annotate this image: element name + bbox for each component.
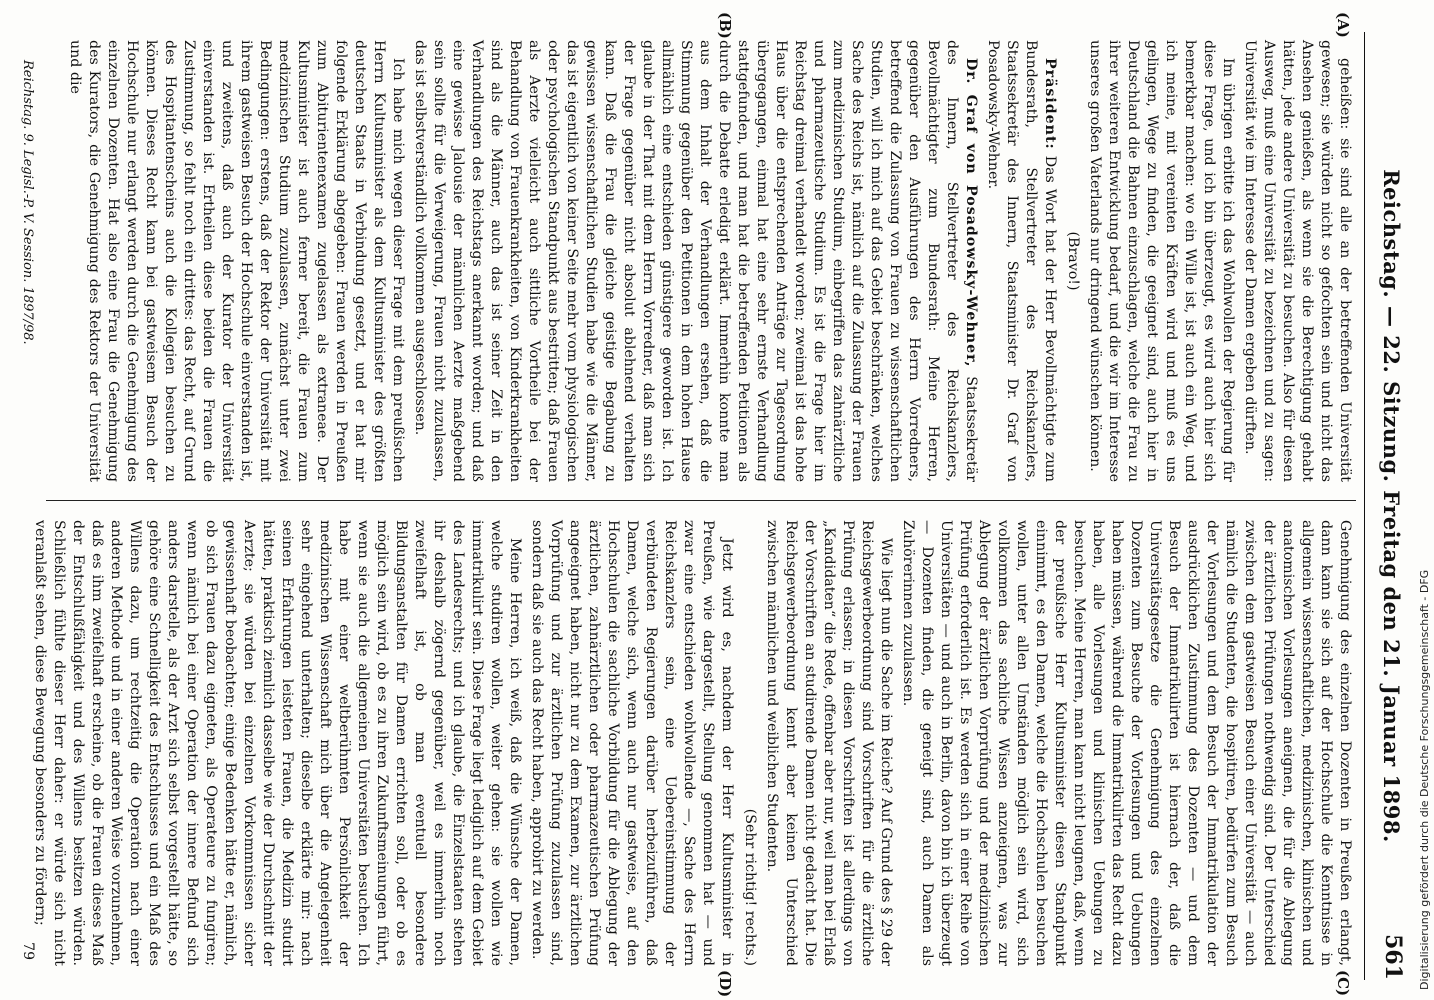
right-column: [32, 520, 1354, 966]
paragraph: Wie liegt nun die Sache im Reiche? Auf Grund des § 29 der Reichsgewerbeordnung sind Vorschriften für die ärztliche Prüfung erlassen; in diesen Vorschriften ist allerdings von „Kandidaten“ die Rede, offenbar aber nur, weil man bei Erlaß der Vorschriften an studirende Damen nicht gedacht hat. Die Reichsgewerbeordnung kennt aber keinen Unterschied zwischen männlichen und weiblichen Studenten.: [764, 520, 894, 966]
president-paragraph: [983, 40, 1059, 482]
paragraph: Ich habe mich wegen dieser Frage mit dem preußischen Herrn Kultusminister als dem Kultusminister des größten deutschen Staats in Verbindung gesetzt, und er hat mir folgende Erklärung abgegeben: Frauen werden in Preußen zum Abiturientenexamen zugelassen als extraneae. Der Kultusminister ist auch ferner bereit, die Frauen zum medizinischen Studium zuzulassen, zunächst unter zwei Bedingungen: erstens, daß der Rektor der Universität mit ihrem gastweisen Besuch der Hochschule einverstanden ist, und zweitens, daß auch der Kurator der Universität einverstanden ist. Ertheilen diese beiden die Frauen die Zustimmung, so fehlt noch ein drittes: das Recht, auf Grund des Hospitantenscheins auch die Kollegien besuchen zu können. Dieses Recht kann bei gastweisem Besuch der Hochschule nur erlangt werden durch die Genehmigung des einzelnen Dozenten. Hat also eine Frau die Genehmigung des Kurators, die Genehmigung des Rektors der Universität und die: [67, 40, 406, 482]
paragraph: Jetzt wird es, nachdem der Herr Kultusminister in Preußen, wie dargestellt, Stellung genommen hat — und zwar eine entschieden wohlwollende —, Sache des Herrn Reichskanzlers sein, eine Uebereinstimmung der verbündeten Regierungen darüber herbeizuführen, daß Damen, welche sich, wenn auch nur gastweise, auf den Hochschulen die sachliche Vorbildung für die Ablegung der ärztlichen, zahnärztlichen oder pharmazeutischen Prüfung angeeignet haben, nicht nur zu dem Examen, zur ärztlichen Vorprüfung und zur ärztlichen Prüfung zuzulassen sind, sondern daß sie auch das Recht haben, approbirt zu werden.: [529, 520, 735, 966]
page-number: 561: [1380, 934, 1406, 980]
margin-mark-d: (D): [716, 970, 734, 998]
page-header: [1364, 32, 1424, 980]
paragraph: Meine Herren, ich weiß, daß die Wünsche der Damen, welche studiren wollen, weiter gehen: sie wollen wie immatrikulirt sein. Diese Frage liegt lediglich auf dem Gebiet des Landesrechts; und ich glaube, die Einzelstaaten stehen ihr deshalb zögernd gegenüber, weil es immerhin noch zweifelhaft ist, ob man eventuell besondere Bildungsanstalten für Damen errichten soll, oder ob es möglich sein wird, ob es zu ihren Zukunftsmeinungen führt, wenn sie auch die allgemeinen Universitäten besuchen. Ich habe mit einer weltberühmten Persönlichkeit der medizinischen Wissenschaft mich über die Angelegenheit sehr eingehend unterhalten; dieselbe erklärte mir: nach seinen Erfahrungen leisteten Frauen, die Medizin studirt hätten, praktisch ziemlich dasselbe wie der Durchschnitt der Aerzte; sie würden bei einzelnen Vorkommnissen sicher gewissenhaft beobachten; einige Bedenken hätte er, nämlich, ob sich Frauen dazu eigneten, als Operateure zu fungiren; wenn nämlich bei einer Operation der innere Befund sich anders darstelle, als der Arzt sich selbst vorgestellt hätte, so gehöre eine Schnelligkeit des Entschlusses und ein Maß des Willens dazu, um rechtzeitig die Operation nach einer anderen Methode und in einer anderen Weise vorzunehmen, daß es ihm zweifelhaft erscheine, ob die Frauen dieses Maß der Entschlußfähigkeit und des Willens besitzen würden. Schließlich fühlte dieser Herr daher: er würde sich nicht veranlaßt sehen, diese Bewegung besonders zu fördern;: [32, 520, 523, 966]
digitization-credit: [1418, 570, 1431, 990]
column-divider: [46, 500, 1356, 501]
margin-mark-c: (C): [1334, 970, 1352, 997]
paragraph: Genehmigung des einzelnen Dozenten in Preußen erlangt, dann kann sie sich auf der Hochschule die Kenntnisse in allgemein wissenschaftlichen, medizinischen, klinischen und anatomischen Vorlesungen aneignen, die für die Ablegung der ärztlichen Prüfungen nothwendig sind. Der Unterschied zwischen dem gastweisen Besuch einer Universität — auch nämlich die Studenten, die hospitiren, bedürfen zum Besuch der Vorlesungen und dem Besuch der Immatrikulation der ausdrücklichen Zustimmung des Dozenten — und dem Besuch der Immatrikulirten ist hiernach der, daß die Universitätsgesetze die Genehmigung des einzelnen Dozenten zum Besuche der Vorlesungen und Uebungen haben müssen, während die Immatrikulirten das Recht dazu haben, alle Vorlesungen und klinischen Uebungen zu besuchen. Meine Herren, man kann nicht leugnen, daß, wenn der preußische Herr Kultusminister diesen Standpunkt einnimmt, es den Damen, welche die Hochschulen besuchen wollen, unter allen Umständen möglich sein wird, sich vollkommen das sachliche Wissen anzueignen, was zur Ablegung der ärztlichen Vorprüfung und der medizinischen Prüfung erforderlich ist. Es werden sich in einer Reihe von Universitäten — und auch in Berlin, davon bin ich überzeugt — Dozenten finden, die geneigt sind, auch Damen als Zuhörerinnen zuzulassen.: [900, 520, 1353, 966]
paragraph: geheißen: sie sind alle an der betreffenden Universität gewesen; sie würden nicht so gefochten sein und nicht das Ansehen genießen, als wenn sie die Berechtigung gehabt hätten, jede andere Universität zu besuchen. Also für diesen Ausweg, muß eine Universität zu bezeichnen und zu sagen: Universität wie im Interesse der Damen ergeben dürften.: [1242, 40, 1353, 482]
left-column: [46, 40, 1354, 482]
header-title: Reichstag. — 22. Sitzung. Freitag den 21. Januar 1898.: [1379, 169, 1404, 843]
footer-session: Reichstag. 9. Legisl.-P. V. Session. 1897/98.: [20, 60, 35, 345]
header-rule: [1364, 32, 1365, 980]
president-label: Präsident:: [1042, 58, 1058, 150]
applause-note: (Sehr richtig! rechts.): [742, 808, 758, 966]
credit-text: Digitalisierung gefördert durch die Deutsche Forschungsgemeinschaft - DFG: [1418, 569, 1431, 990]
margin-mark-a: (A): [1334, 12, 1352, 38]
applause-note: (Bravo!): [1065, 231, 1081, 291]
speaker-name: Dr. Graf von Posadowsky-Wehner,: [963, 58, 979, 368]
speaker-speech: Staatssekretär des Innern, Stellvertreter des Reichskanzlers, Bevollmächtigter zum Bundesrath: Meine Herren, gegenüber den Ausführungen des Herrn Vorredners, betreffend die Zulassung von Frauen zu wissenschaftlichen Studien, will ich mich auf das Gebiet beschränken, welches Sache des Reichs ist, nämlich auf die Zulassung der Frauen zum medizinischen Studium, einbegriffen das zahnärztliche und pharmazeutische Studium. Es ist die Frage hier im Reichstag dreimal verhandelt worden; zweimal ist das hohe Haus über die entsprechenden Anträge zur Tagesordnung übergegangen, einmal hat eine sehr ernste Verhandlung stattgefunden, und man hat die betreffenden Petitionen als durch die Debatte erledigt erklärt. Immerhin konnte man aus dem Inhalt der Verhandlungen ersehen, daß die Stimmung gegenüber den Petitionen in dem hohen Hause allmählich eine entschieden günstigere geworden ist. Ich glaube in der That mit dem Herrn Vorredner, daß man sich der Frage gegenüber nicht absolut ablehnend verhalten kann. Daß die Frau die gleiche geistige Begabung zu gewissen wissenschaftlichen Studien habe wie die Männer, das ist eigentlich von keiner Seite mehr vom physiologischen oder psychologischen Standpunkt aus bestritten; daß Frauen als Aerzte vielleicht auch sittliche Vortheile bei der Behandlung von Frauenkrankheiten, von Kinderkrankheiten sind als die Männer, auch das ist seiner Zeit in den Verhandlungen des Reichstags anerkannt worden; und daß eine gewisse Jalousie der männlichen Aerzte maßgebend sein sollte für die Verweigerung, Frauen nicht zuzulassen, das ist selbstverständlich vollkommen ausgeschlossen.: [412, 40, 979, 482]
paragraph: Im übrigen erbitte ich das Wohlwollen der Regierung für diese Frage, und ich bin überzeugt, es wird auch hier sich bemerkbar machen: wo ein Wille ist, ist auch ein Weg, und ich meine, mit vereinten Kräften wird und muß es uns gelingen, Wege zu finden, die geeignet sind, auch hier in Deutschland die Bahnen einzuschlagen, welche die Frau zu ihrer weiteren Entwicklung bedarf, und die wir im Interesse unseres großen Vaterlands nur dringend wünschen können.: [1087, 40, 1236, 482]
president-speech: Das Wort hat der Herr Bevollmächtigte zum Bundesrath, Stellvertreter des Reichskanzlers, Staatssekretär des Innern, Staatsminister Dr. Graf von Posadowsky-Wehner.: [985, 40, 1058, 482]
footer-sheet-number: 79: [20, 942, 36, 960]
speaker-paragraph: [410, 40, 980, 482]
margin-mark-b: (B): [716, 12, 734, 39]
